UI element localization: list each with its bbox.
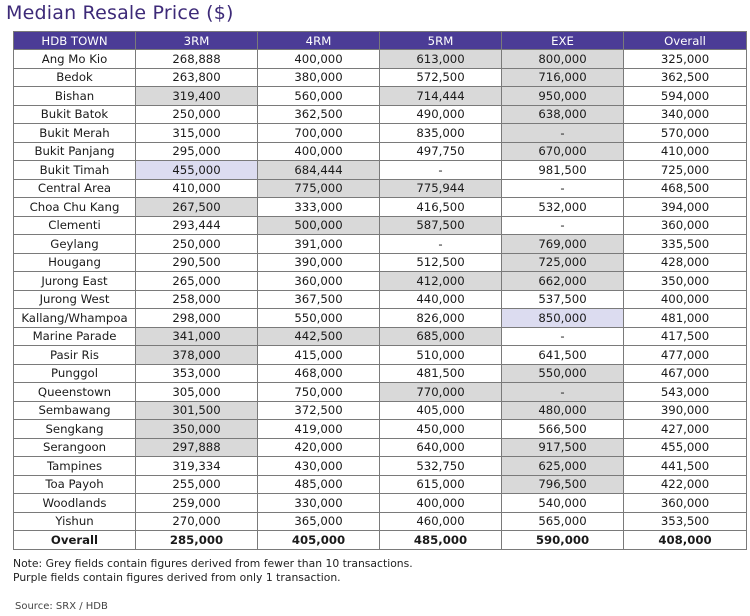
- value-cell: -: [502, 383, 624, 402]
- town-cell: Bishan: [14, 87, 136, 106]
- value-cell: 714,444: [380, 87, 502, 106]
- value-cell: 481,500: [380, 364, 502, 383]
- value-cell: 419,000: [258, 420, 380, 439]
- value-cell: 400,000: [624, 290, 747, 309]
- page-title: Median Resale Price ($): [6, 2, 234, 24]
- value-cell: 800,000: [502, 50, 624, 69]
- table-row: [14, 198, 747, 217]
- value-cell: 410,000: [624, 142, 747, 161]
- table-row: [14, 235, 747, 254]
- table-row: [14, 346, 747, 365]
- value-cell: 428,000: [624, 253, 747, 272]
- town-cell: Queenstown: [14, 383, 136, 402]
- value-cell: 440,000: [380, 290, 502, 309]
- value-cell: 460,000: [380, 512, 502, 531]
- value-cell: 442,500: [258, 327, 380, 346]
- value-cell: 416,500: [380, 198, 502, 217]
- town-cell: Sembawang: [14, 401, 136, 420]
- value-cell: 365,000: [258, 512, 380, 531]
- total-row: [14, 531, 747, 550]
- header-3rm: 3RM: [136, 32, 258, 50]
- value-cell: 950,000: [502, 87, 624, 106]
- header-town: HDB TOWN: [14, 32, 136, 50]
- notes: [13, 557, 413, 585]
- town-cell: Hougang: [14, 253, 136, 272]
- value-cell: 360,000: [258, 272, 380, 291]
- value-cell: 255,000: [136, 475, 258, 494]
- value-cell: 485,000: [380, 531, 502, 550]
- value-cell: 467,000: [624, 364, 747, 383]
- value-cell: 427,000: [624, 420, 747, 439]
- value-cell: 301,500: [136, 401, 258, 420]
- town-cell: Sengkang: [14, 420, 136, 439]
- town-cell: Toa Payoh: [14, 475, 136, 494]
- table-row: [14, 475, 747, 494]
- value-cell: 270,000: [136, 512, 258, 531]
- value-cell: 565,000: [502, 512, 624, 531]
- table-row: [14, 401, 747, 420]
- value-cell: 550,000: [258, 309, 380, 328]
- value-cell: 285,000: [136, 531, 258, 550]
- value-cell: 537,500: [502, 290, 624, 309]
- value-cell: 625,000: [502, 457, 624, 476]
- town-cell: Serangoon: [14, 438, 136, 457]
- value-cell: 685,000: [380, 327, 502, 346]
- value-cell: 394,000: [624, 198, 747, 217]
- value-cell: 700,000: [258, 124, 380, 143]
- value-cell: 750,000: [258, 383, 380, 402]
- value-cell: 850,000: [502, 309, 624, 328]
- value-cell: 330,000: [258, 494, 380, 513]
- value-cell: 481,000: [624, 309, 747, 328]
- value-cell: 532,750: [380, 457, 502, 476]
- value-cell: 360,000: [624, 216, 747, 235]
- value-cell: 490,000: [380, 105, 502, 124]
- value-cell: 335,500: [624, 235, 747, 254]
- table-row: [14, 364, 747, 383]
- header-exe: EXE: [502, 32, 624, 50]
- value-cell: 362,500: [258, 105, 380, 124]
- source-text: Source: SRX / HDB: [15, 601, 108, 612]
- value-cell: 455,000: [136, 161, 258, 180]
- value-cell: 532,000: [502, 198, 624, 217]
- value-cell: 770,000: [380, 383, 502, 402]
- town-cell: Central Area: [14, 179, 136, 198]
- town-cell: Woodlands: [14, 494, 136, 513]
- value-cell: 560,000: [258, 87, 380, 106]
- value-cell: 400,000: [380, 494, 502, 513]
- value-cell: 250,000: [136, 105, 258, 124]
- value-cell: 353,500: [624, 512, 747, 531]
- value-cell: 372,500: [258, 401, 380, 420]
- value-cell: 455,000: [624, 438, 747, 457]
- value-cell: 512,500: [380, 253, 502, 272]
- value-cell: 468,500: [624, 179, 747, 198]
- value-cell: 430,000: [258, 457, 380, 476]
- town-cell: Jurong East: [14, 272, 136, 291]
- value-cell: 333,000: [258, 198, 380, 217]
- value-cell: 400,000: [258, 50, 380, 69]
- value-cell: 540,000: [502, 494, 624, 513]
- town-cell: Kallang/Whampoa: [14, 309, 136, 328]
- town-cell: Yishun: [14, 512, 136, 531]
- value-cell: 295,000: [136, 142, 258, 161]
- town-cell: Ang Mo Kio: [14, 50, 136, 69]
- value-cell: 362,500: [624, 68, 747, 87]
- note-purple: Purple fields contain figures derived from only 1 transaction.: [13, 571, 341, 584]
- table-row: [14, 124, 747, 143]
- table-row: [14, 512, 747, 531]
- value-cell: 826,000: [380, 309, 502, 328]
- value-cell: -: [380, 235, 502, 254]
- value-cell: 298,000: [136, 309, 258, 328]
- table-row: [14, 179, 747, 198]
- value-cell: 319,334: [136, 457, 258, 476]
- table-row: [14, 383, 747, 402]
- value-cell: 775,944: [380, 179, 502, 198]
- header-row: [14, 32, 747, 50]
- value-cell: 293,444: [136, 216, 258, 235]
- value-cell: 641,500: [502, 346, 624, 365]
- table-row: [14, 105, 747, 124]
- table-row: [14, 161, 747, 180]
- value-cell: 981,500: [502, 161, 624, 180]
- town-cell: Bukit Panjang: [14, 142, 136, 161]
- value-cell: 587,500: [380, 216, 502, 235]
- resale-price-table: [13, 31, 747, 550]
- value-cell: 497,750: [380, 142, 502, 161]
- value-cell: 350,000: [624, 272, 747, 291]
- value-cell: -: [502, 216, 624, 235]
- value-cell: 290,500: [136, 253, 258, 272]
- value-cell: 353,000: [136, 364, 258, 383]
- value-cell: 380,000: [258, 68, 380, 87]
- value-cell: 422,000: [624, 475, 747, 494]
- value-cell: 716,000: [502, 68, 624, 87]
- table-row: [14, 87, 747, 106]
- value-cell: 417,500: [624, 327, 747, 346]
- value-cell: 305,000: [136, 383, 258, 402]
- value-cell: 390,000: [624, 401, 747, 420]
- town-cell: Bukit Merah: [14, 124, 136, 143]
- value-cell: 259,000: [136, 494, 258, 513]
- table-row: [14, 494, 747, 513]
- value-cell: 297,888: [136, 438, 258, 457]
- value-cell: 412,000: [380, 272, 502, 291]
- value-cell: 638,000: [502, 105, 624, 124]
- value-cell: 594,000: [624, 87, 747, 106]
- value-cell: 360,000: [624, 494, 747, 513]
- town-cell: Bukit Batok: [14, 105, 136, 124]
- value-cell: -: [502, 179, 624, 198]
- town-cell: Jurong West: [14, 290, 136, 309]
- town-cell: Punggol: [14, 364, 136, 383]
- value-cell: 510,000: [380, 346, 502, 365]
- value-cell: 378,000: [136, 346, 258, 365]
- value-cell: 725,000: [502, 253, 624, 272]
- town-cell: Clementi: [14, 216, 136, 235]
- value-cell: 835,000: [380, 124, 502, 143]
- value-cell: 590,000: [502, 531, 624, 550]
- value-cell: 796,500: [502, 475, 624, 494]
- value-cell: 405,000: [258, 531, 380, 550]
- town-cell: Tampines: [14, 457, 136, 476]
- value-cell: -: [502, 124, 624, 143]
- table-row: [14, 309, 747, 328]
- value-cell: 391,000: [258, 235, 380, 254]
- value-cell: 662,000: [502, 272, 624, 291]
- value-cell: 615,000: [380, 475, 502, 494]
- value-cell: 550,000: [502, 364, 624, 383]
- value-cell: 267,500: [136, 198, 258, 217]
- note-grey: Note: Grey fields contain figures derived from fewer than 10 transactions.: [13, 557, 413, 570]
- table-row: [14, 457, 747, 476]
- header-overall: Overall: [624, 32, 747, 50]
- value-cell: 725,000: [624, 161, 747, 180]
- value-cell: 315,000: [136, 124, 258, 143]
- value-cell: 441,500: [624, 457, 747, 476]
- value-cell: 543,000: [624, 383, 747, 402]
- table-row: [14, 290, 747, 309]
- value-cell: 250,000: [136, 235, 258, 254]
- town-cell: Marine Parade: [14, 327, 136, 346]
- value-cell: 477,000: [624, 346, 747, 365]
- value-cell: 670,000: [502, 142, 624, 161]
- table-row: [14, 420, 747, 439]
- table-row: [14, 142, 747, 161]
- value-cell: 263,800: [136, 68, 258, 87]
- value-cell: 684,444: [258, 161, 380, 180]
- value-cell: 500,000: [258, 216, 380, 235]
- value-cell: 367,500: [258, 290, 380, 309]
- value-cell: 265,000: [136, 272, 258, 291]
- header-4rm: 4RM: [258, 32, 380, 50]
- value-cell: 410,000: [136, 179, 258, 198]
- value-cell: 420,000: [258, 438, 380, 457]
- value-cell: 468,000: [258, 364, 380, 383]
- table-row: [14, 438, 747, 457]
- table-row: [14, 272, 747, 291]
- table-row: [14, 216, 747, 235]
- value-cell: 325,000: [624, 50, 747, 69]
- value-cell: -: [502, 327, 624, 346]
- value-cell: 258,000: [136, 290, 258, 309]
- value-cell: 450,000: [380, 420, 502, 439]
- table-row: [14, 68, 747, 87]
- town-cell: Choa Chu Kang: [14, 198, 136, 217]
- value-cell: 480,000: [502, 401, 624, 420]
- table-row: [14, 253, 747, 272]
- value-cell: 341,000: [136, 327, 258, 346]
- value-cell: 769,000: [502, 235, 624, 254]
- value-cell: 570,000: [624, 124, 747, 143]
- value-cell: 566,500: [502, 420, 624, 439]
- town-cell: Geylang: [14, 235, 136, 254]
- value-cell: 408,000: [624, 531, 747, 550]
- value-cell: 268,888: [136, 50, 258, 69]
- town-cell: Overall: [14, 531, 136, 550]
- town-cell: Pasir Ris: [14, 346, 136, 365]
- value-cell: 485,000: [258, 475, 380, 494]
- town-cell: Bukit Timah: [14, 161, 136, 180]
- value-cell: 340,000: [624, 105, 747, 124]
- value-cell: 640,000: [380, 438, 502, 457]
- value-cell: 390,000: [258, 253, 380, 272]
- table-row: [14, 50, 747, 69]
- value-cell: -: [380, 161, 502, 180]
- town-cell: Bedok: [14, 68, 136, 87]
- table-row: [14, 327, 747, 346]
- value-cell: 400,000: [258, 142, 380, 161]
- value-cell: 415,000: [258, 346, 380, 365]
- value-cell: 319,400: [136, 87, 258, 106]
- value-cell: 613,000: [380, 50, 502, 69]
- value-cell: 405,000: [380, 401, 502, 420]
- table-body: [14, 50, 747, 550]
- value-cell: 350,000: [136, 420, 258, 439]
- header-5rm: 5RM: [380, 32, 502, 50]
- value-cell: 917,500: [502, 438, 624, 457]
- value-cell: 572,500: [380, 68, 502, 87]
- value-cell: 775,000: [258, 179, 380, 198]
